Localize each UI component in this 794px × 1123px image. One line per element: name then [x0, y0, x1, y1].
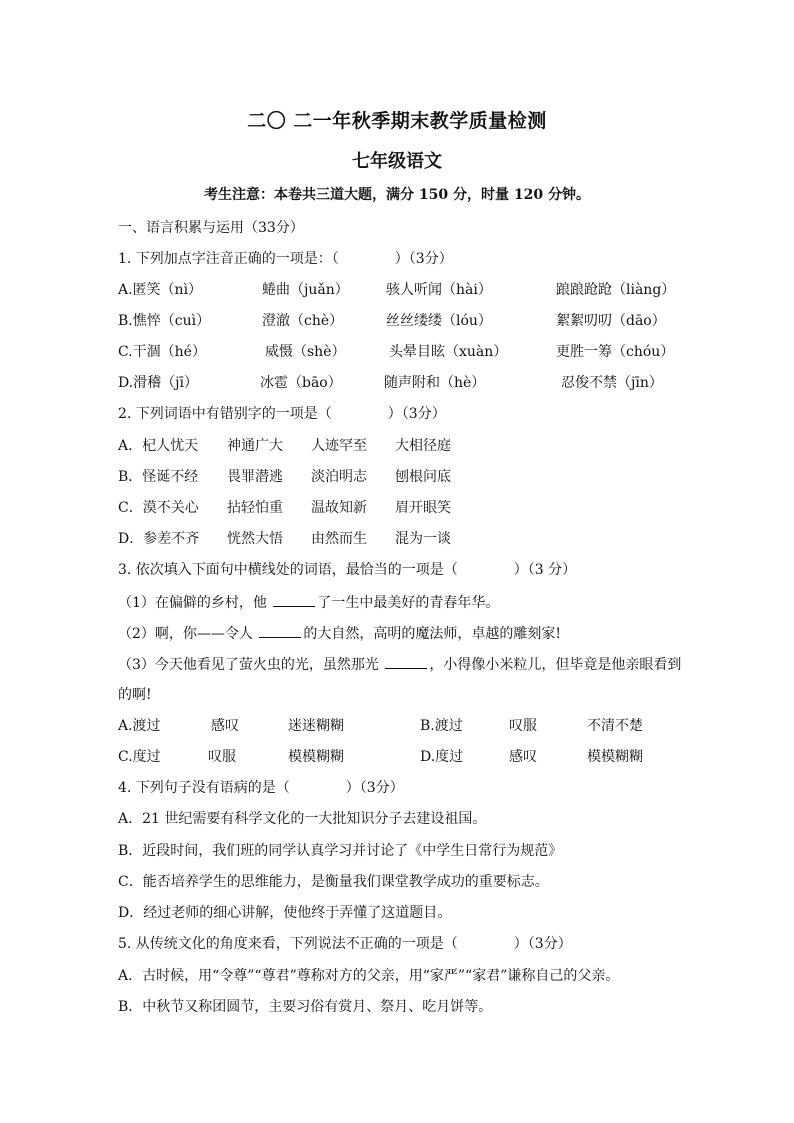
q1-option: 随声附和（hè）	[384, 375, 486, 391]
q3-option: 叹服	[509, 718, 537, 734]
q2-option: 混为一谈	[395, 531, 451, 547]
fill-blank	[385, 654, 427, 669]
q2-option: 拈轻怕重	[227, 500, 283, 516]
fill-blank	[259, 623, 301, 638]
q1-option: 踉踉跄跄（liàng）	[556, 282, 676, 298]
section-heading: 一、语言积累与运用（33分）	[118, 220, 304, 236]
q1-option: 威慑（shè）	[265, 344, 346, 360]
q1-option: 更胜一筹（chóu）	[556, 344, 675, 360]
q1-option: 蜷曲（juǎn）	[262, 282, 349, 298]
q1-option: 澄澈（chè）	[262, 313, 344, 329]
q5-option-b: B．中秋节又称团圆节，主要习俗有赏月、祭月、吃月饼等。	[118, 999, 493, 1015]
q3-sentence-1-start: （1）在偏僻的乡村，他	[118, 595, 272, 611]
q3-sentence-2-start: （2）啊，你——令人	[118, 626, 258, 642]
q1-option: 丝丝缕缕（lóu）	[386, 313, 492, 329]
q1-option: 忍俊不禁（jīn）	[561, 375, 663, 391]
q3-option: B.渡过	[420, 718, 463, 734]
q5-option-a: A．古时候，用“令尊”“尊君”尊称对方的父亲，用“家严”“家君”谦称自己的父亲。	[118, 968, 620, 984]
q4-option-a: A．21 世纪需要有科学文化的一大批知识分子去建设祖国。	[118, 811, 487, 827]
q2-option: 由然而生	[311, 531, 367, 547]
question-1-stem: 1. 下列加点字注音正确的一项是：（ ）（3分）	[118, 251, 453, 267]
q3-sentence-2	[118, 623, 561, 644]
question-5-stem: 5. 从传统文化的角度来看，下列说法不正确的一项是（ ）（3分）	[118, 936, 572, 952]
q2-option: A．杞人忧天	[118, 438, 199, 454]
q1-option: D.滑稽（jī）	[118, 375, 198, 391]
q3-option: 模模糊糊	[587, 749, 643, 765]
q2-option: 温故知新	[311, 500, 367, 516]
q2-option: 淡泊明志	[311, 469, 367, 485]
q3-option: C.度过	[118, 749, 161, 765]
q2-option: 人迹罕至	[311, 438, 367, 454]
q1-option: 头晕目眩（xuàn）	[389, 344, 508, 360]
q3-sentence-2-end: 的大自然，高明的魔法师，卓越的雕刻家!	[303, 626, 561, 642]
q4-option-b: B．近段时间，我们班的同学认真学习并讨论了《中学生日常行为规范》	[118, 843, 563, 859]
q2-option: 畏罪潜逃	[227, 469, 283, 485]
q3-sentence-3-continued: 的啊!	[118, 687, 152, 703]
q3-option: 叹服	[208, 749, 236, 765]
exam-title: 二〇 二一年秋季期末教学质量检测	[247, 110, 547, 132]
q3-option: 不清不楚	[587, 718, 643, 734]
q2-option: 恍然大悟	[227, 531, 283, 547]
q2-option: B．怪诞不经	[118, 469, 199, 485]
q1-option: C.干涸（hé）	[118, 344, 206, 360]
question-2-stem: 2. 下列词语中有错别字的一项是（ ）（3分）	[118, 406, 446, 422]
exam-subject: 七年级语文	[352, 151, 442, 172]
q3-option: 感叹	[211, 718, 239, 734]
q3-option: 模模糊糊	[288, 749, 344, 765]
q2-option: 刨根问底	[395, 469, 451, 485]
q1-option: B.憔悴（cuì）	[118, 313, 211, 329]
q3-sentence-1-end: 了一生中最美好的青春年华。	[317, 595, 500, 611]
q2-option: 神通广大	[227, 438, 283, 454]
q4-option-d: D．经过老师的细心讲解，使他终于弄懂了这道题目。	[118, 905, 452, 921]
q1-option: 冰雹（bāo）	[260, 375, 342, 391]
question-3-stem: 3. 依次填入下面句中横线处的词语，最恰当的一项是（ ）（3 分）	[118, 562, 577, 578]
q2-option: 眉开眼笑	[395, 500, 451, 516]
q4-option-c: C．能否培养学生的思维能力，是衡量我们课堂教学成功的重要标志。	[118, 874, 549, 890]
q3-option: 感叹	[509, 749, 537, 765]
q1-option: 骇人听闻（hài）	[386, 282, 492, 298]
q3-sentence-3	[118, 654, 681, 675]
q3-sentence-3-end: ，小得像小米粒儿，但毕竟是他亲眼看到	[429, 657, 682, 673]
question-4-stem: 4. 下列句子没有语病的是（ ）（3分）	[118, 780, 404, 796]
q2-option: 大相径庭	[395, 438, 451, 454]
q2-option: D．参差不齐	[118, 531, 200, 547]
q1-option: A.匿笑（nì）	[118, 282, 203, 298]
q3-sentence-3-start: （3）今天他看见了萤火虫的光，虽然那光	[118, 657, 384, 673]
q2-option: C．漠不关心	[118, 500, 199, 516]
q1-option: 絮絮叨叨（dāo）	[556, 313, 666, 329]
q3-sentence-1	[118, 592, 499, 613]
q3-option: 迷迷糊糊	[288, 718, 344, 734]
exam-notice: 考生注意：本卷共三道大题，满分 150 分，时量 120 分钟。	[204, 187, 590, 203]
q3-option: A.渡过	[118, 718, 161, 734]
fill-blank	[273, 592, 315, 607]
q3-option: D.度过	[420, 749, 464, 765]
